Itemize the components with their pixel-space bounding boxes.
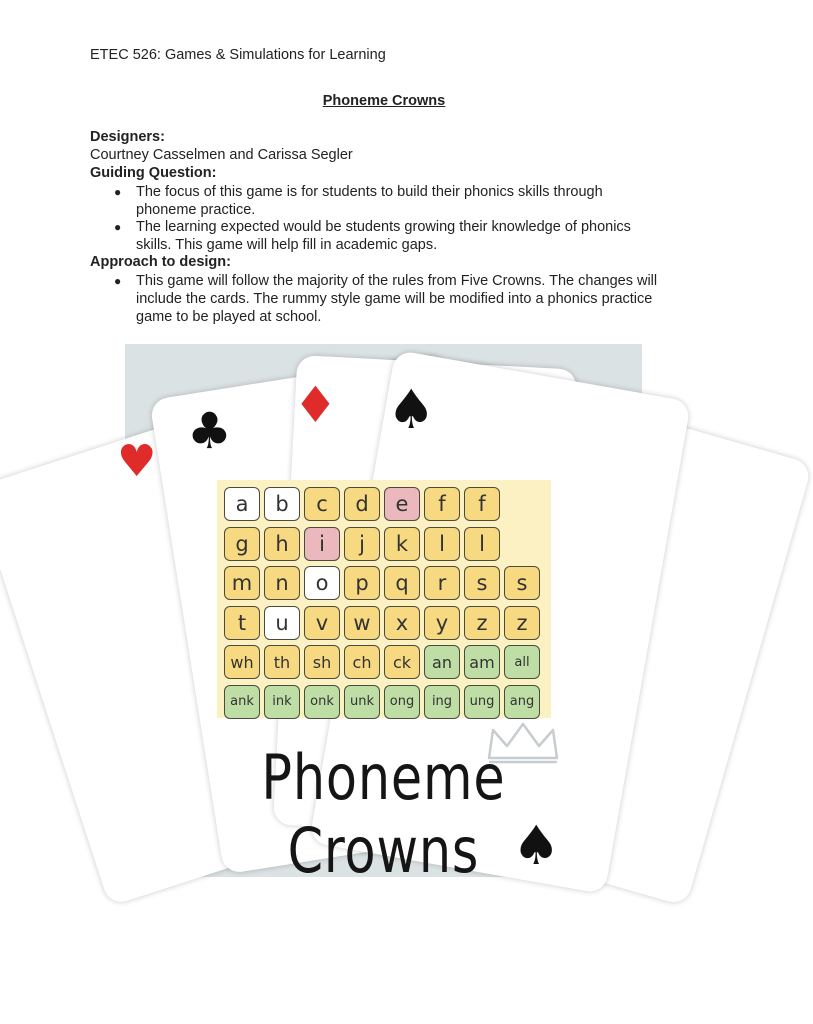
guiding-bullet-1 — [136, 183, 696, 219]
course-title: ETEC 526: Games & Simulations for Learning — [90, 47, 386, 63]
phoneme-tile: g — [224, 527, 260, 561]
phoneme-tile: am — [464, 645, 500, 679]
phoneme-tile: onk — [304, 685, 340, 719]
phoneme-tile: j — [344, 527, 380, 561]
phoneme-tile: v — [304, 606, 340, 640]
phoneme-tile: z — [504, 606, 540, 640]
phoneme-tile: k — [384, 527, 420, 561]
phoneme-tile: ck — [384, 645, 420, 679]
phoneme-tile: t — [224, 606, 260, 640]
phoneme-tile: ong — [384, 685, 420, 719]
phoneme-tile: l — [424, 527, 460, 561]
phoneme-tile: ink — [264, 685, 300, 719]
phoneme-tile: a — [224, 487, 260, 521]
phoneme-tile: ang — [504, 685, 540, 719]
phoneme-crowns-cards-image — [117, 344, 642, 887]
phoneme-tile: y — [424, 606, 460, 640]
phoneme-tile: d — [344, 487, 380, 521]
designers-names: Courtney Casselmen and Carissa Segler — [90, 147, 353, 163]
bullet-line: The focus of this game is for students to build their phonics skills through — [136, 184, 603, 200]
phoneme-tile: an — [424, 645, 460, 679]
guiding-bullet-2 — [136, 218, 696, 254]
diamond-icon: ♦ — [293, 376, 338, 434]
phoneme-tile: u — [264, 606, 300, 640]
phoneme-tile: q — [384, 566, 420, 600]
phoneme-tile: th — [264, 645, 300, 679]
bullet-marker: ● — [114, 185, 122, 199]
brand-title: Phoneme Crowns — [261, 741, 506, 887]
phoneme-tile: w — [344, 606, 380, 640]
bullet-line: game to be played at school. — [136, 309, 322, 325]
bullet-line: include the cards. The rummy style game will be modified into a phonics practice — [136, 291, 653, 307]
phoneme-tile: unk — [344, 685, 380, 719]
phoneme-tile: sh — [304, 645, 340, 679]
phoneme-grid — [217, 480, 551, 718]
club-icon: ♣ — [187, 402, 232, 460]
phoneme-tile: n — [264, 566, 300, 600]
phoneme-tile: p — [344, 566, 380, 600]
spade-icon-bottom: ♠ — [512, 814, 561, 877]
phoneme-tile: ch — [344, 645, 380, 679]
phoneme-tile: m — [224, 566, 260, 600]
guiding-question-heading: Guiding Question: — [90, 165, 217, 181]
phoneme-tile: r — [424, 566, 460, 600]
approach-heading: Approach to design: — [90, 254, 231, 270]
phoneme-tile: z — [464, 606, 500, 640]
phoneme-tile: e — [384, 487, 420, 521]
phoneme-tile: l — [464, 527, 500, 561]
phoneme-tile: wh — [224, 645, 260, 679]
bullet-marker: ● — [114, 220, 122, 234]
approach-bullet-1 — [136, 272, 696, 326]
heart-icon: ♥ — [117, 436, 157, 487]
phoneme-tile: ung — [464, 685, 500, 719]
phoneme-tile: o — [304, 566, 340, 600]
phoneme-tile: b — [264, 487, 300, 521]
phoneme-tile: f — [424, 487, 460, 521]
phoneme-tile: h — [264, 527, 300, 561]
phoneme-tile: f — [464, 487, 500, 521]
phoneme-tile: s — [504, 566, 540, 600]
phoneme-tile: ing — [424, 685, 460, 719]
phoneme-tile: all — [504, 645, 540, 679]
spade-icon: ♠ — [387, 378, 436, 441]
phoneme-tile: ank — [224, 685, 260, 719]
bullet-line: The learning expected would be students growing their knowledge of phonics — [136, 219, 631, 235]
bullet-marker: ● — [114, 274, 122, 288]
bullet-line: phoneme practice. — [136, 202, 256, 218]
bullet-line: This game will follow the majority of the rules from Five Crowns. The changes will — [136, 273, 658, 289]
phoneme-tile: s — [464, 566, 500, 600]
bullet-line: skills. This game will help fill in academic gaps. — [136, 237, 438, 253]
designers-heading: Designers: — [90, 129, 165, 145]
document-title: Phoneme Crowns — [322, 93, 446, 109]
phoneme-tile: i — [304, 527, 340, 561]
phoneme-tile: x — [384, 606, 420, 640]
phoneme-tile: c — [304, 487, 340, 521]
